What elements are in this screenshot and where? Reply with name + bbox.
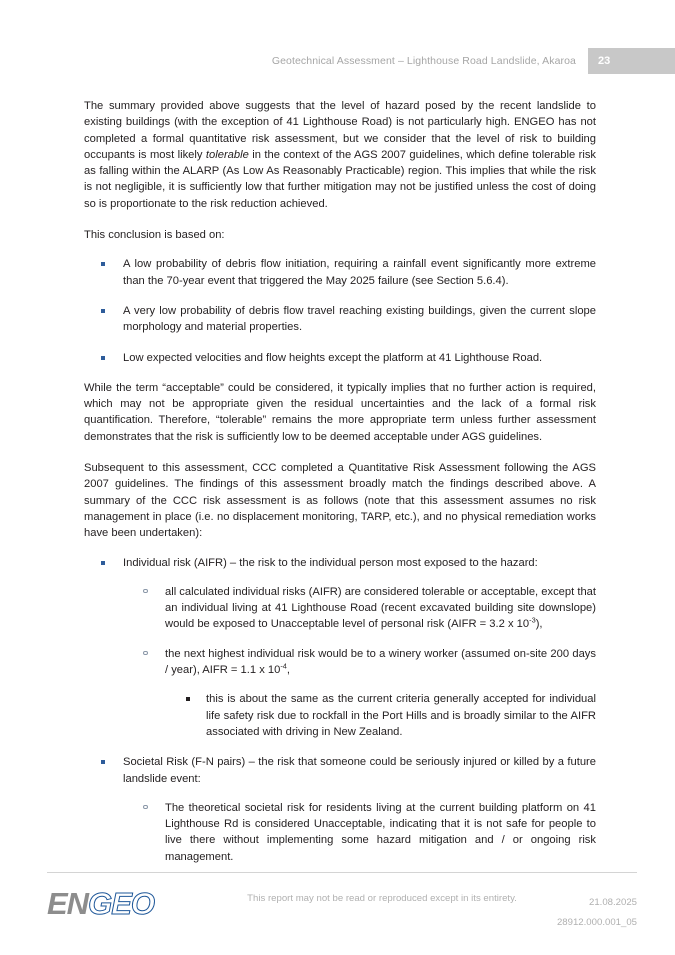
paragraph-summary-text-b: in the context of the AGS 2007 guidelines, which define tolerable risk as falling within the ALARP (As Low As Reasonably Practicable) region. This implies that while the risk is not negligible, it is sufficiently low that further mitigation may not be justified unless the cost of doing so is proportionate to the risk reduction achieved. xyxy=(84,148,597,210)
list-item xyxy=(84,256,596,289)
logo-text-geo: GEO xyxy=(88,886,154,921)
bullet-square-icon xyxy=(186,697,190,701)
page-number-badge: 23 xyxy=(588,48,675,74)
paragraph-conclusion-intro: This conclusion is based on: xyxy=(84,229,225,242)
list-item-label: Individual risk (AIFR) – the risk to the individual person most exposed to the hazard: xyxy=(123,556,538,569)
bullet-circle-icon xyxy=(143,589,148,594)
bullet-circle-icon xyxy=(143,805,148,810)
bullet-diamond-icon xyxy=(101,760,105,764)
individual-risk-sublist xyxy=(123,584,596,740)
bullet-diamond-icon xyxy=(101,309,105,313)
list-item-label: this is about the same as the current criteria generally accepted for individual life safety risk due to rockfall in the Port Hills and is broadly similar to the AIFR associated with driving in New Zealand. xyxy=(206,693,596,738)
logo-text-en: EN xyxy=(47,886,89,921)
individual-risk-subsublist xyxy=(165,691,596,740)
list-item-label: Low expected velocities and flow heights except the platform at 41 Lighthouse Road. xyxy=(123,351,543,364)
document-body xyxy=(84,98,596,879)
list-item-label: Societal Risk (F-N pairs) – the risk that someone could be seriously injured or killed by a future landslide event: xyxy=(123,756,596,785)
list-item-label: The theoretical societal risk for residents living at the current building platform on 41 Lighthouse Rd is considered Unacceptable, indicating that it is not safe for people to live there without implementing some hazard mitigation and / or ongoing risk management. xyxy=(165,801,596,863)
paragraph-summary-text-a: The summary provided above suggests that the level of hazard posed by the recent landslide to existing buildings (with the exception of 41 Lighthouse Road) is not particularly high. ENGEO has not completed a formal quantitative risk assessment, but we consider that the level of risk to building occupants is most likely xyxy=(84,100,596,161)
page-footer xyxy=(47,872,637,933)
footer-disclaimer: This report may not be read or reproduced except in its entirety. xyxy=(247,893,517,904)
societal-risk-list xyxy=(84,754,596,865)
list-item-societal-risk xyxy=(84,754,596,865)
list-item xyxy=(165,691,596,740)
list-item xyxy=(84,350,596,366)
footer-meta xyxy=(517,886,637,933)
footer-date: 21.08.2025 xyxy=(588,897,637,908)
superscript-exponent: -3 xyxy=(529,615,536,625)
paragraph-summary xyxy=(84,98,596,212)
footer-row xyxy=(47,886,637,933)
bullet-diamond-icon xyxy=(101,561,105,565)
paragraph-summary-emphasis: tolerable xyxy=(205,148,249,161)
list-item xyxy=(123,646,596,740)
bullet-diamond-icon xyxy=(101,262,105,266)
societal-risk-sublist xyxy=(123,800,596,865)
list-item xyxy=(84,303,596,336)
footer-project-number: 28912.000.001_05 xyxy=(556,917,637,928)
engeo-logo xyxy=(47,886,247,919)
page-header xyxy=(0,48,675,74)
bullet-diamond-icon xyxy=(101,356,105,360)
list-item-label-b: ), xyxy=(535,618,543,631)
list-item-label: A very low probability of debris flow travel reaching existing buildings, given the current slope morphology and material properties. xyxy=(123,304,596,334)
superscript-exponent: -4 xyxy=(280,661,287,671)
list-item-individual-risk xyxy=(84,555,596,741)
individual-risk-list xyxy=(84,555,596,741)
paragraph-ccc-qra: Subsequent to this assessment, CCC completed a Quantitative Risk Assessment following the AGS 2007 guidelines. The findings of this assessment broadly match the findings described above. A summary of the CCC risk assessment is as follows (note that this assessment assumes no risk management in place (i.e. no displacement monitoring, TARP, etc.), and no physical remediation works have been undertaken): xyxy=(84,462,596,540)
bullet-circle-icon xyxy=(143,651,148,656)
list-item-label: A low probability of debris flow initiation, requiring a rainfall event significantly more extreme than the 70-year event that triggered the May 2025 failure (see Section 5.6.4). xyxy=(123,258,596,287)
conclusion-bullet-list xyxy=(84,256,596,365)
paragraph-acceptable-term: While the term “acceptable” could be considered, it typically implies that no further action is required, which may not be appropriate given the residual uncertainties and the lack of a formal risk quantification. Therefore, “tolerable” remains the more appropriate term unless further assessment demonstrates that the risk is sufficiently low to be deemed acceptable under AGS guidelines. xyxy=(84,381,596,443)
list-item xyxy=(123,800,596,865)
list-item-label-b: , xyxy=(286,664,291,677)
list-item-label-a: the next highest individual risk would be to a winery worker (assumed on-site 200 days / year), AIFR = 1.1 x 10 xyxy=(165,647,596,677)
header-title: Geotechnical Assessment – Lighthouse Road Landslide, Akaroa xyxy=(271,55,576,67)
list-item xyxy=(123,584,596,633)
footer-divider xyxy=(47,872,637,873)
list-item-label-a: all calculated individual risks (AIFR) are considered tolerable or acceptable, except that an individual living at 41 Lighthouse Road (recent excavated building site downslope) would be exposed to Unacceptable level of personal risk (AIFR = 3.2 x 10 xyxy=(165,585,596,631)
